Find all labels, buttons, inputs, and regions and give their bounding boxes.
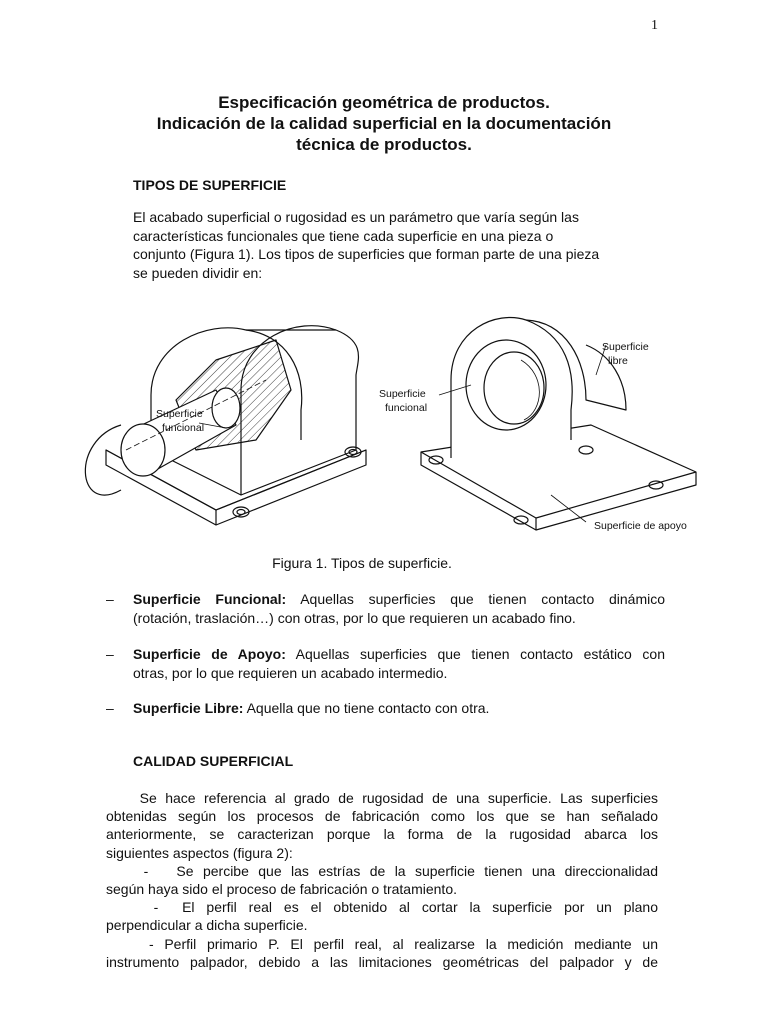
title-line-2: Indicación de la calidad superficial en la documentación [156,114,612,133]
calidad-paragraph [106,789,658,971]
title-line-1: Especificación geométrica de productos. [218,93,550,112]
intro-line: conjunto (Figura 1). Los tipos de superficies que forman parte de una pieza [133,246,600,262]
bullet-funcional [106,590,666,630]
bullet-dash: – [106,591,114,607]
intro-line: El acabado superficial o rugosidad es un parámetro que varía según las [133,209,579,225]
intro-line: características funcionales que tiene cada superficie en una pieza o [133,227,554,244]
bullet-text: (rotación, traslación…) con otras, por lo que requieren un acabado fino. [133,609,576,626]
bullet-term: Superficie de Apoyo: [133,646,286,662]
bullet-libre [106,699,666,719]
body-line: siguientes aspectos (figura 2): [106,844,293,861]
body-line: - Se percibe que las estrías de la superficie tienen una direccionalidad [106,862,658,879]
body-line: Se hace referencia al grado de rugosidad de una superficie. Las superficies [106,790,658,806]
bullet-dash: – [106,646,114,662]
figure-caption: Figura 1. Tipos de superficie. [272,555,452,571]
label-funcional-left-1: Superficie [156,408,203,420]
label-funcional-right-1: Superficie [379,388,426,400]
bullet-text: Aquellas superficies que tienen contacto estático con [285,646,665,662]
body-line: perpendicular a dicha superficie. [106,917,308,934]
body-line: - Perfil primario P. El perfil real, al realizarse la medición mediante un [106,935,658,952]
intro-line: se pueden dividir en: [133,264,263,281]
body-line: anteriormente, se caracterizan porque la forma de la rugosidad abarca los [106,826,658,843]
document-title [0,92,768,155]
body-line: - El perfil real es el obtenido al cortar la superficie por un plano [106,899,658,916]
section-heading-tipos: TIPOS DE SUPERFICIE [133,177,287,193]
bullet-text: Aquella que no tiene contacto con otra. [243,700,490,716]
body-line: instrumento palpador, debido a las limitaciones geométricas del palpador y de [106,953,658,970]
left-drawing [85,326,366,525]
label-funcional-right-2: funcional [385,402,428,414]
figure-surface-types [66,300,716,540]
right-drawing [379,318,696,533]
bullet-apoyo [106,645,666,685]
bullet-dash: – [106,700,114,716]
label-libre-1: Superficie [602,341,649,353]
bullet-text: otras, por lo que requieren un acabado intermedio. [133,664,448,681]
bullet-term: Superficie Funcional: [133,591,287,607]
body-line: según haya sido el proceso de fabricación o tratamiento. [106,881,457,898]
label-funcional-left-2: funcional [162,422,205,434]
intro-paragraph [133,208,663,282]
bullet-term: Superficie Libre: [133,700,244,716]
page-number: 1 [651,18,658,33]
title-line-3: técnica de productos. [296,135,472,154]
label-libre-2: libre [608,355,628,367]
body-line: obtenidas según los procesos de fabricación como los que se han señalado [106,808,658,825]
bullet-text: Aquellas superficies que tienen contacto dinámico [286,591,666,607]
label-apoyo: Superficie de apoyo [594,520,687,532]
section-heading-calidad: CALIDAD SUPERFICIAL [133,753,294,769]
